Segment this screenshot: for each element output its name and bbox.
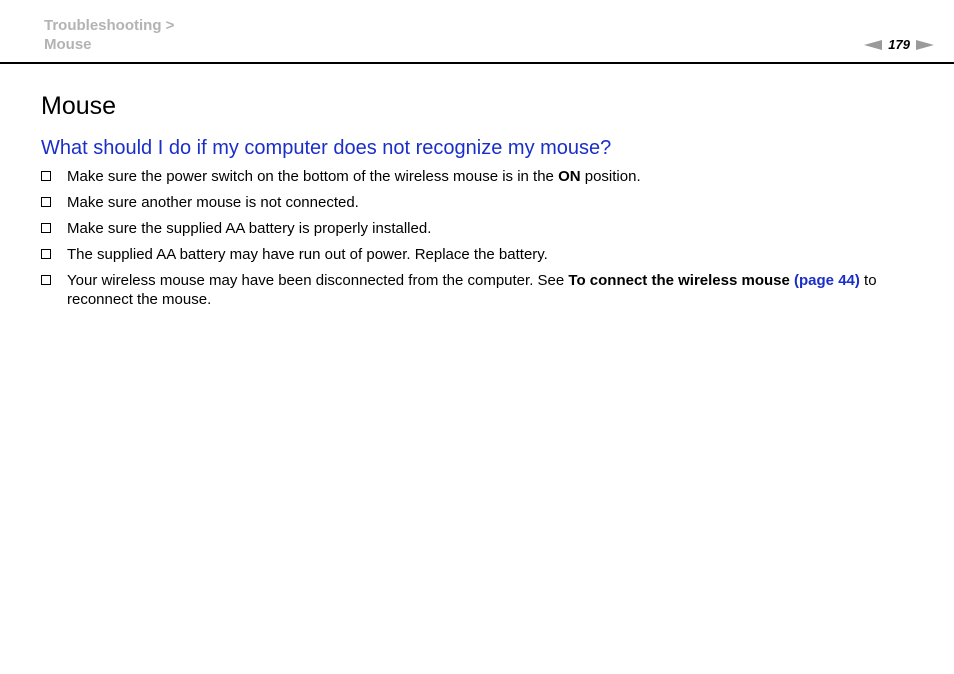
- page-title: Mouse: [41, 92, 117, 120]
- page-navigation: [864, 37, 934, 52]
- breadcrumb-current: Mouse: [44, 36, 92, 53]
- list-item: [40, 219, 920, 238]
- breadcrumb-parent[interactable]: Troubleshooting >: [44, 17, 175, 34]
- section-heading: What should I do if my computer does not recognize my mouse?: [41, 137, 612, 159]
- breadcrumb: [44, 16, 174, 54]
- page-44-link[interactable]: (page 44): [794, 272, 860, 289]
- checkbox-bullet-icon: [41, 223, 51, 233]
- list-item: [40, 167, 920, 186]
- checkbox-bullet-icon: [41, 197, 51, 207]
- list-item: [40, 245, 920, 264]
- list-item-text: Make sure the supplied AA battery is properly installed.: [67, 220, 432, 237]
- list-item-text: [67, 167, 920, 186]
- list-item-text: [67, 271, 920, 309]
- item-text-part: to reconnect the mouse.: [67, 272, 877, 308]
- item-text-part: position.: [580, 168, 641, 185]
- header-divider: [0, 62, 954, 64]
- connect-mouse-reference: To connect the wireless mouse: [568, 272, 790, 289]
- on-label: ON: [558, 168, 581, 185]
- previous-page-arrow-icon[interactable]: [864, 40, 882, 50]
- troubleshooting-checklist: [40, 167, 920, 316]
- list-item-text: The supplied AA battery may have run out of power. Replace the battery.: [67, 246, 548, 263]
- item-text-part: Your wireless mouse may have been disconnected from the computer. See: [67, 272, 569, 289]
- item-text-part: Make sure the power switch on the bottom of the wireless mouse is in the: [67, 168, 559, 185]
- checkbox-bullet-icon: [41, 249, 51, 259]
- list-item: [40, 193, 920, 212]
- page-number: 179: [888, 37, 910, 52]
- list-item-text: Make sure another mouse is not connected.: [67, 194, 359, 211]
- list-item: [40, 271, 920, 309]
- checkbox-bullet-icon: [41, 171, 51, 181]
- checkbox-bullet-icon: [41, 275, 51, 285]
- next-page-arrow-icon[interactable]: [916, 40, 934, 50]
